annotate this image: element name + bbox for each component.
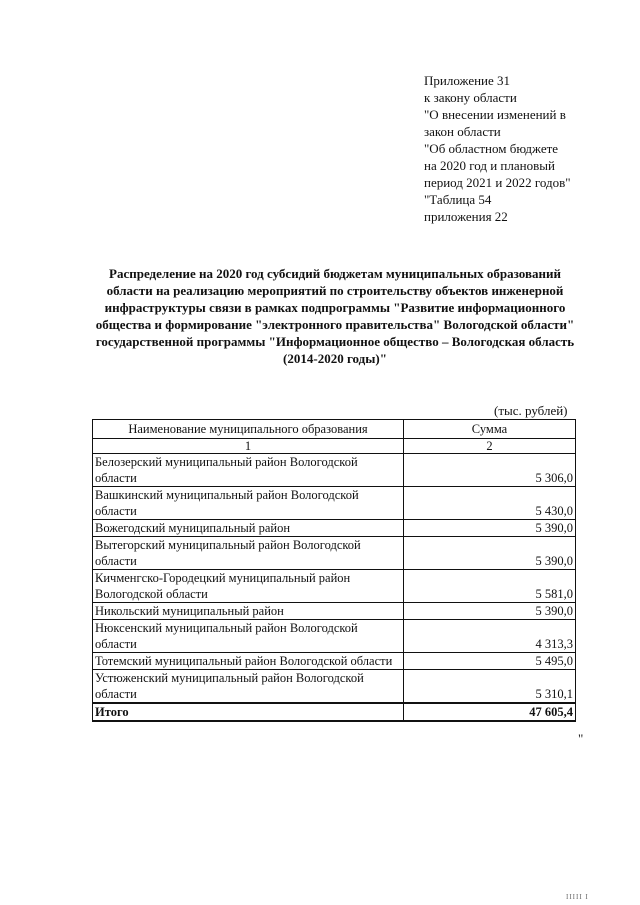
subsidy-amount: 5 390,0 [404,603,576,620]
table-row [93,570,576,603]
header-line: на 2020 год и плановый [424,158,555,173]
municipality-name: Вашкинский муниципальный район Вологодской области [93,487,404,520]
municipality-name: Нюксенский муниципальный район Вологодской области [93,620,404,653]
header-line: "О внесении изменений в [424,107,566,122]
total-amount: 47 605,4 [404,703,576,721]
subsidy-amount: 4 313,3 [404,620,576,653]
column-number: 2 [404,439,576,454]
table-row [93,653,576,670]
header-line: период 2021 и 2022 годов" [424,175,571,190]
table-header-row [93,420,576,439]
subsidy-amount: 5 306,0 [404,454,576,487]
table-row [93,670,576,704]
table-row [93,537,576,570]
municipality-name: Тотемский муниципальный район Вологодской области [93,653,404,670]
municipality-name: Устюженский муниципальный район Вологодской области [93,670,404,704]
distribution-table [92,419,576,722]
table-row [93,487,576,520]
municipality-name: Белозерский муниципальный район Вологодской области [93,454,404,487]
table-row [93,520,576,537]
column-number-row [93,439,576,454]
header-line: Приложение 31 [424,73,511,88]
header-line: закон области [424,124,501,139]
subsidy-amount: 5 495,0 [404,653,576,670]
scan-mark: IIIII I [566,893,589,901]
closing-quote: " [578,731,584,746]
appendix-header [424,72,624,225]
table-row [93,620,576,653]
subsidy-amount: 5 310,1 [404,670,576,704]
subsidy-amount: 5 430,0 [404,487,576,520]
municipality-name: Никольский муниципальный район [93,603,404,620]
municipality-name: Вожегодский муниципальный район [93,520,404,537]
municipality-name: Вытегорский муниципальный район Вологодской области [93,537,404,570]
column-number: 1 [93,439,404,454]
subsidy-amount: 5 390,0 [404,537,576,570]
header-line: "Таблица 54 [424,192,492,207]
subsidy-amount: 5 390,0 [404,520,576,537]
total-label: Итого [93,703,404,721]
header-line: приложения 22 [424,209,508,224]
document-title: Распределение на 2020 год субсидий бюджетам муниципальных образований области на реализацию мероприятий по строительству объектов инженерной инфраструктуры связи в рамках подпрограммы "Развитие информационного общества и формирование "электронного правительства" Вологодской области" государственной программы "Информационное общество – Вологодская область (2014-2020 годы)" [95,266,575,366]
table-row [93,454,576,487]
units-label: (тыс. рублей) [494,403,568,418]
header-line: к закону области [424,90,517,105]
table-row [93,603,576,620]
column-header-amount: Сумма [404,420,576,439]
subsidy-amount: 5 581,0 [404,570,576,603]
header-line: "Об областном бюджете [424,141,559,156]
municipality-name: Кичменгско-Городецкий муниципальный район Вологодской области [93,570,404,603]
total-row [93,703,576,721]
column-header-name: Наименование муниципального образования [93,420,404,439]
